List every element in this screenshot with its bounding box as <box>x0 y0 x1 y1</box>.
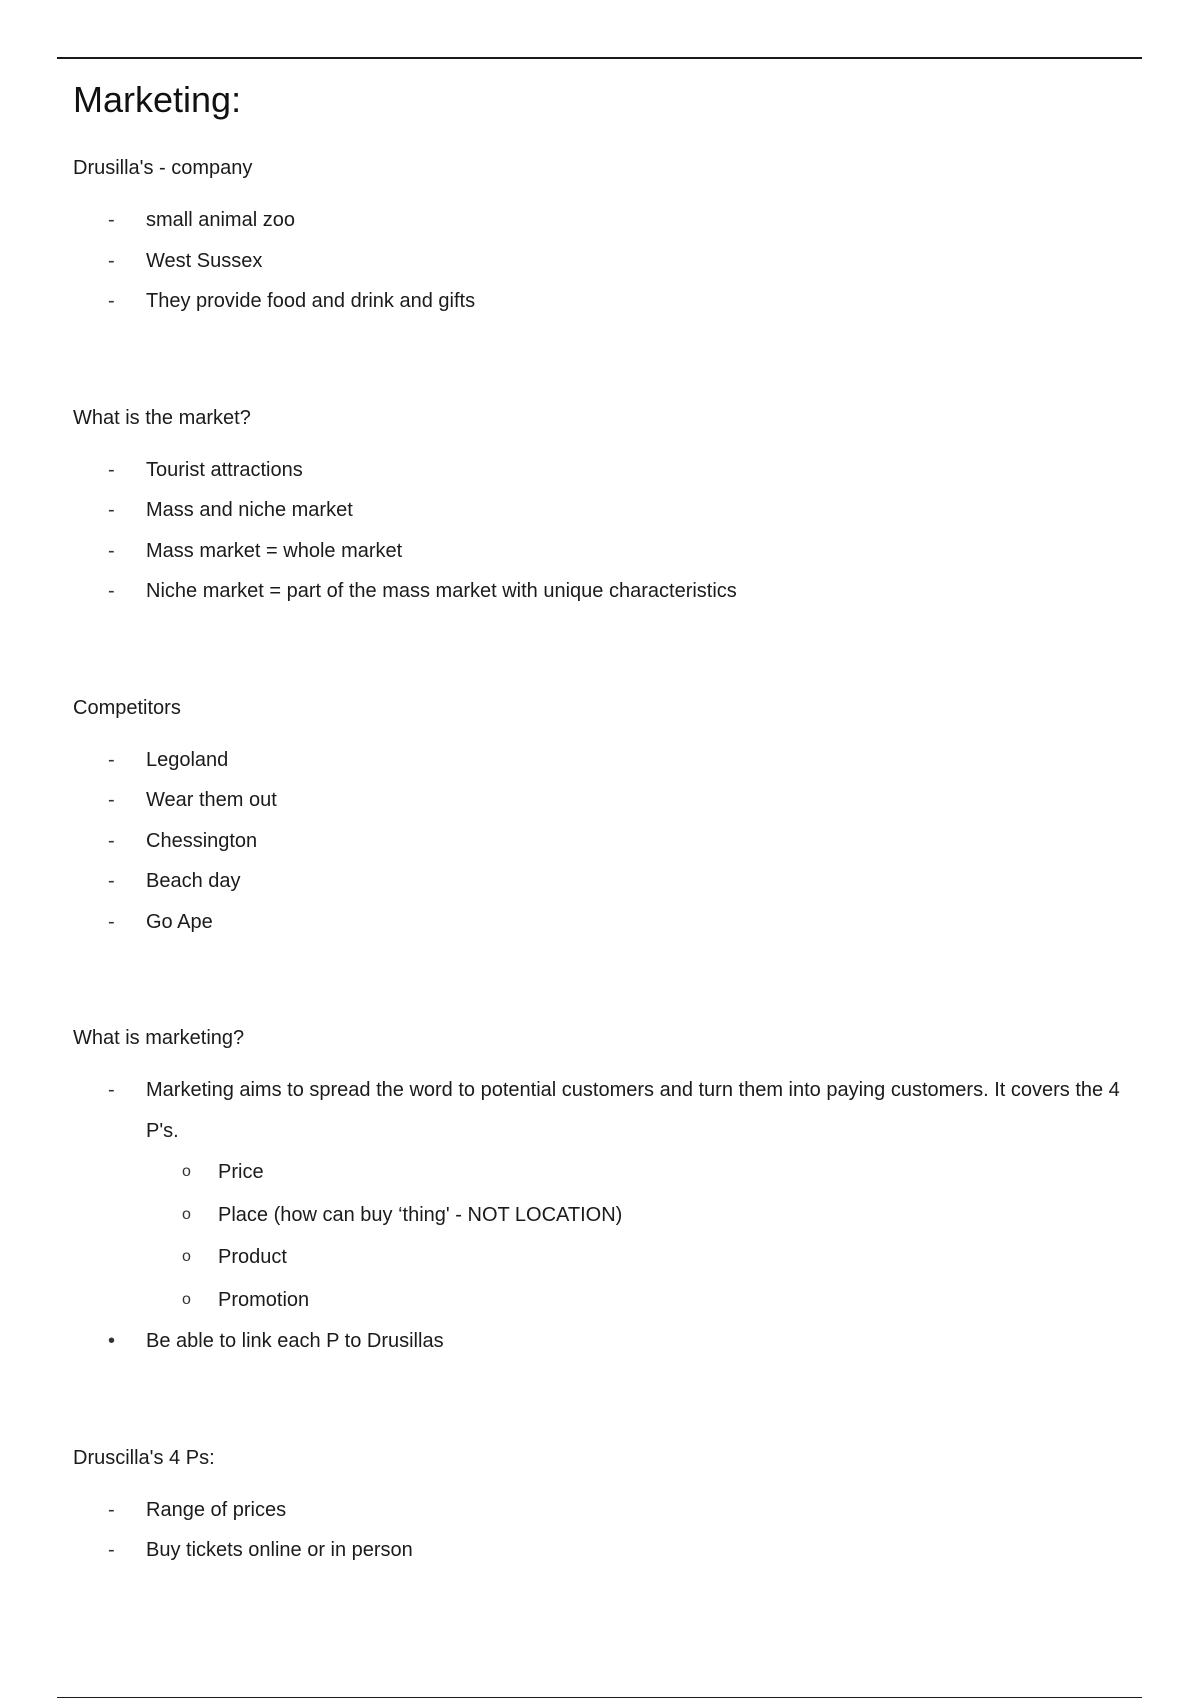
bullet-marker: • <box>108 1330 116 1352</box>
list-item: - small animal zoo <box>73 200 1133 241</box>
list-item: - Beach day <box>73 861 1133 902</box>
marketing-bullet-list <box>73 1321 1133 1362</box>
dash-marker: - <box>108 539 115 562</box>
section-heading-four-ps: Druscilla's 4 Ps: <box>73 1446 215 1469</box>
bottom-rule <box>57 1697 1142 1698</box>
list-item: - They provide food and drink and gifts <box>73 281 1133 322</box>
list-item: - Niche market = part of the mass market with unique characteristics <box>73 571 1133 612</box>
list-item <box>73 1070 1133 1151</box>
dash-marker: - <box>108 1498 115 1521</box>
list-item: - Mass market = whole market <box>73 531 1133 572</box>
marketing-definition: Marketing aims to spread the word to potential customers and turn them into paying customers. It covers the 4 P's. <box>146 1079 1120 1142</box>
top-rule <box>57 57 1142 59</box>
dash-marker: - <box>108 249 115 272</box>
section-heading-marketing: What is marketing? <box>73 1027 245 1049</box>
spacer <box>73 322 1133 398</box>
sublist-item: o Promotion <box>73 1279 1133 1322</box>
section-heading-company: Drusilla's - company <box>73 157 253 179</box>
dash-marker: - <box>108 748 115 771</box>
list-item: - Wear them out <box>73 780 1133 821</box>
market-list <box>73 450 1133 612</box>
spacer <box>73 1362 1133 1438</box>
dash-marker: - <box>108 910 115 933</box>
competitors-list <box>73 740 1133 943</box>
list-item: - Buy tickets online or in person <box>73 1530 1133 1571</box>
dash-marker: - <box>108 209 115 231</box>
list-item: - Tourist attractions <box>73 450 1133 491</box>
dash-marker: - <box>108 789 115 811</box>
list-item: • Be able to link each P to Drusillas <box>73 1321 1133 1362</box>
sublist-item: o Price <box>73 1151 1133 1194</box>
circle-marker: o <box>182 1290 191 1308</box>
section-heading-market: What is the market? <box>73 406 251 429</box>
spacer <box>73 942 1133 1018</box>
circle-marker: o <box>182 1163 191 1180</box>
circle-marker: o <box>182 1205 191 1223</box>
list-item: - Range of prices <box>73 1490 1133 1531</box>
document-body <box>73 70 1133 1571</box>
company-list <box>73 200 1133 322</box>
list-item: - Go Ape <box>73 902 1133 943</box>
page-title: Marketing: <box>73 79 242 120</box>
list-item: - West Sussex <box>73 241 1133 282</box>
dash-marker: - <box>108 580 115 602</box>
spacer <box>73 612 1133 688</box>
list-item: - Chessington <box>73 821 1133 862</box>
four-ps-list <box>73 1490 1133 1571</box>
dash-marker: - <box>108 1539 115 1561</box>
dash-marker: - <box>108 458 115 481</box>
dash-marker: - <box>108 290 115 312</box>
dash-marker: - <box>108 829 115 852</box>
dash-marker: - <box>108 499 115 521</box>
list-item: - Legoland <box>73 740 1133 781</box>
sublist-item: o Place (how can buy ‘thing' - NOT LOCATION) <box>73 1194 1133 1237</box>
dash-marker: - <box>108 870 115 892</box>
section-heading-competitors: Competitors <box>73 696 181 719</box>
four-ps-sublist <box>73 1151 1133 1321</box>
circle-marker: o <box>182 1248 191 1265</box>
marketing-list <box>73 1070 1133 1151</box>
list-item: - Mass and niche market <box>73 490 1133 531</box>
sublist-item: o Product <box>73 1236 1133 1279</box>
dash-marker: - <box>108 1079 115 1101</box>
